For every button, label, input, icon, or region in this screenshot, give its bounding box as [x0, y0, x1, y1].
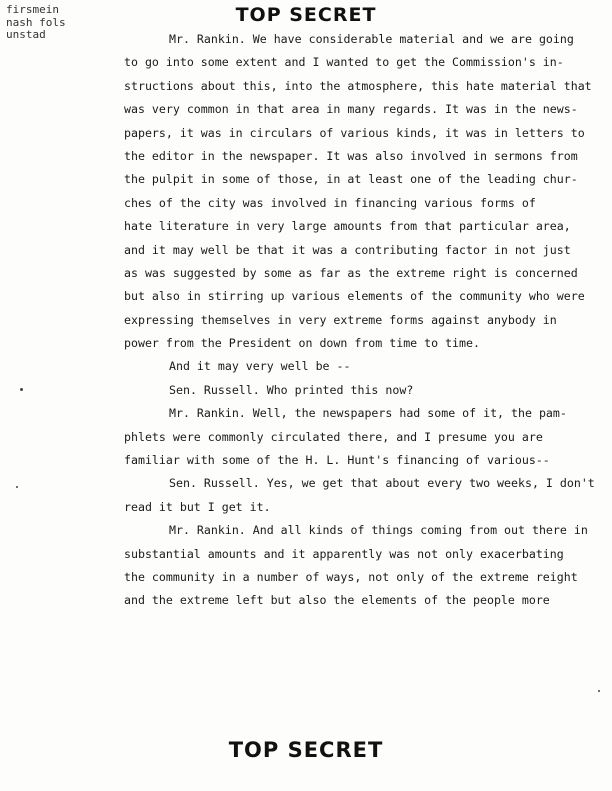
text-line: structions about this, into the atmosphere, this hate material that: [124, 78, 592, 93]
text-line: phlets were commonly circulated there, and I presume you are: [124, 429, 543, 444]
scan-speck: [16, 486, 18, 488]
transcript-body: [124, 28, 610, 613]
text-line: expressing themselves in very extreme forms against anybody in: [124, 312, 557, 327]
text-line: but also in stirring up various elements of the community who were: [124, 289, 585, 304]
text-line: ches of the city was involved in financing various forms of: [124, 195, 536, 210]
text-line: familiar with some of the H. L. Hunt's financing of various--: [124, 453, 550, 468]
text-line: the community in a number of ways, not only of the extreme reight: [124, 569, 578, 584]
text-line: read it but I get it.: [124, 499, 271, 514]
text-line: substantial amounts and it apparently was not only exacerbating: [124, 546, 564, 561]
text-line: power from the President on down from time to time.: [124, 336, 480, 351]
margin-note: unstad: [6, 28, 46, 41]
text-line: and the extreme left but also the elements of the people more: [124, 593, 550, 608]
text-line: Mr. Rankin. Well, the newspapers had some of it, the pam-: [169, 406, 567, 421]
text-line: hate literature in very large amounts from that particular area,: [124, 219, 571, 234]
text-line: Mr. Rankin. And all kinds of things coming from out there in: [169, 523, 588, 538]
text-line: Sen. Russell. Yes, we get that about every two weeks, I don't: [169, 476, 595, 491]
margin-note: firsmein: [6, 3, 59, 16]
scan-speck: [598, 690, 600, 692]
margin-notes: [6, 4, 66, 42]
text-line: as was suggested by some as far as the extreme right is concerned: [124, 265, 578, 280]
text-line: Mr. Rankin. We have considerable material and we are going: [169, 32, 574, 46]
text-line: the pulpit in some of those, in at least one of the leading chur-: [124, 172, 578, 187]
text-line: was very common in that area in many regards. It was in the news-: [124, 102, 578, 117]
text-line: papers, it was in circulars of various kinds, it was in letters to: [124, 125, 585, 140]
margin-note: nash fols: [6, 15, 66, 29]
text-line: the editor in the newspaper. It was also involved in sermons from: [124, 148, 578, 163]
text-line: and it may well be that it was a contributing factor in not just: [124, 242, 571, 257]
scan-speck: [20, 388, 23, 391]
text-line: to go into some extent and I wanted to get the Commission's in-: [124, 55, 564, 70]
text-line: Sen. Russell. Who printed this now?: [169, 382, 414, 397]
text-line: And it may very well be --: [169, 359, 351, 374]
classification-header: TOP SECRET: [235, 4, 377, 26]
classification-footer: TOP SECRET: [228, 738, 384, 762]
